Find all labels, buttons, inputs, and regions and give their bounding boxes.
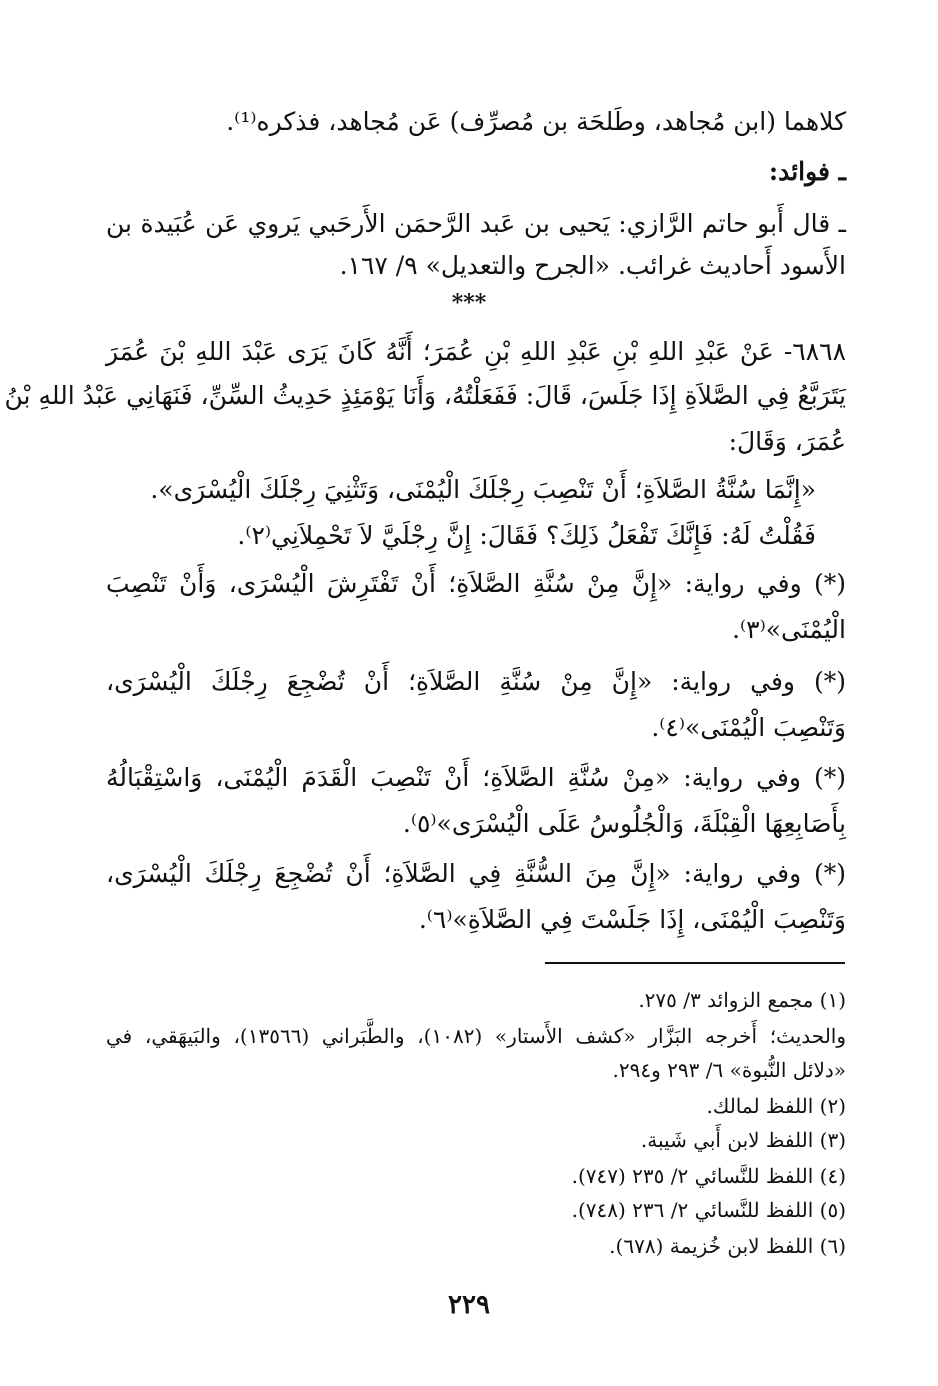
footnote: (١) مجمع الزوائد ٣/ ٢٧٥. [638, 988, 846, 1012]
hadith-line: بِأَصَابِعِهَا الْقِبْلَةَ، وَالْجُلُوسُ عَلَى الْيُسْرَى»⁽٥⁾. [402, 809, 846, 838]
hadith-line: يَتَرَبَّعُ فِي الصَّلاَةِ إِذَا جَلَسَ، قَالَ: فَفَعَلْتُهُ، وَأَنَا يَوْمَئِذٍ حَدِيثُ السِّنِّ، فَنَهَانِي عَبْدُ اللهِ بْنُ [4, 381, 846, 410]
hadith-line: وَتَنْصِبَ الْيُمْنَى»⁽٤⁾. [651, 713, 846, 742]
hadith-line: (*) وفي رواية: «إِنَّ مِنْ سُنَّةِ الصَّلاَةِ؛ أَنْ تَفْتَرِشَ الْيُسْرَى، وَأَنْ تَنْصِبَ [106, 569, 846, 598]
separator-stars: *** [451, 290, 487, 316]
hadith-line: فَقُلْتُ لَهُ: فَإِنَّكَ تَفْعَلُ ذَلِكَ؟ فَقَالَ: إِنَّ رِجْلَيَّ لاَ تَحْمِلاَنِي⁽٢⁾. [237, 521, 816, 550]
hadith-line: (*) وفي رواية: «إِنَّ مِنَ السُّنَّةِ فِي الصَّلاَةِ؛ أَنْ تُضْجِعَ رِجْلَكَ الْيُسْرَى، [106, 859, 846, 888]
hadith-line: عُمَرَ، وَقَالَ: [728, 427, 846, 456]
hadith-line: ٦٨٦٨- عَنْ عَبْدِ اللهِ بْنِ عَبْدِ اللهِ بْنِ عُمَرَ؛ أَنَّهُ كَانَ يَرَى عَبْدَ اللهِ بْنَ عُمَرَ [106, 337, 846, 366]
hadith-line: (*) وفي رواية: «إِنَّ مِنْ سُنَّةِ الصَّلاَةِ؛ أَنْ تُضْجِعَ رِجْلَكَ الْيُسْرَى، [106, 667, 846, 696]
text-line: ـ قال أَبو حاتم الرَّازي: يَحيى بن عَبد الرَّحمَن الأَرحَبي يَروي عَن عُبَيدة بن [106, 209, 846, 238]
footnote: (٦) اللفظ لابن خُزيمة (٦٧٨). [609, 1234, 846, 1258]
hadith-line: (*) وفي رواية: «مِنْ سُنَّةِ الصَّلاَةِ؛ أَنْ تَنْصِبَ الْقَدَمَ الْيُمْنَى، وَاسْتِقْبَالُهُ [106, 763, 846, 792]
footnote: «دلائل النُّبوة» ٦/ ٢٩٣ و٢٩٤. [612, 1058, 846, 1082]
hadith-line: «إِنَّمَا سُنَّةُ الصَّلاَةِ؛ أَنْ تَنْصِبَ رِجْلَكَ الْيُمْنَى، وَتَثْنِيَ رِجْلَكَ الْيُسْرَى». [150, 475, 816, 504]
page-number: ٢٢٩ [448, 1290, 490, 1320]
footnote: والحديث؛ أَخرجه البَزَّار «كشف الأَستار» (١٠٨٢)، والطَّبَراني (١٣٥٦٦)، والبَيهَقي، في [106, 1024, 846, 1048]
section-heading: ـ فوائد: [768, 157, 846, 186]
hadith-line: الْيُمْنَى»⁽٣⁾. [732, 615, 846, 644]
text-line: الأَسود أَحاديث غرائب. «الجرح والتعديل» ٩/ ١٦٧. [339, 251, 846, 280]
text-line: كلاهما (ابن مُجاهد، وطَلحَة بن مُصرِّف) عَن مُجاهد، فذكره⁽¹⁾. [226, 107, 846, 136]
hadith-line: وَتَنْصِبَ الْيُمْنَى، إِذَا جَلَسْتَ فِي الصَّلاَةِ»⁽٦⁾. [418, 905, 846, 934]
footnote: (٤) اللفظ للنَّسائي ٢/ ٢٣٥ (٧٤٧). [571, 1164, 846, 1188]
footnote: (٣) اللفظ لابن أَبي شَيبة. [640, 1128, 846, 1152]
footnote-divider [545, 962, 845, 964]
footnote: (٥) اللفظ للنَّسائي ٢/ ٢٣٦ (٧٤٨). [571, 1198, 846, 1222]
footnote: (٢) اللفظ لمالك. [706, 1094, 846, 1118]
